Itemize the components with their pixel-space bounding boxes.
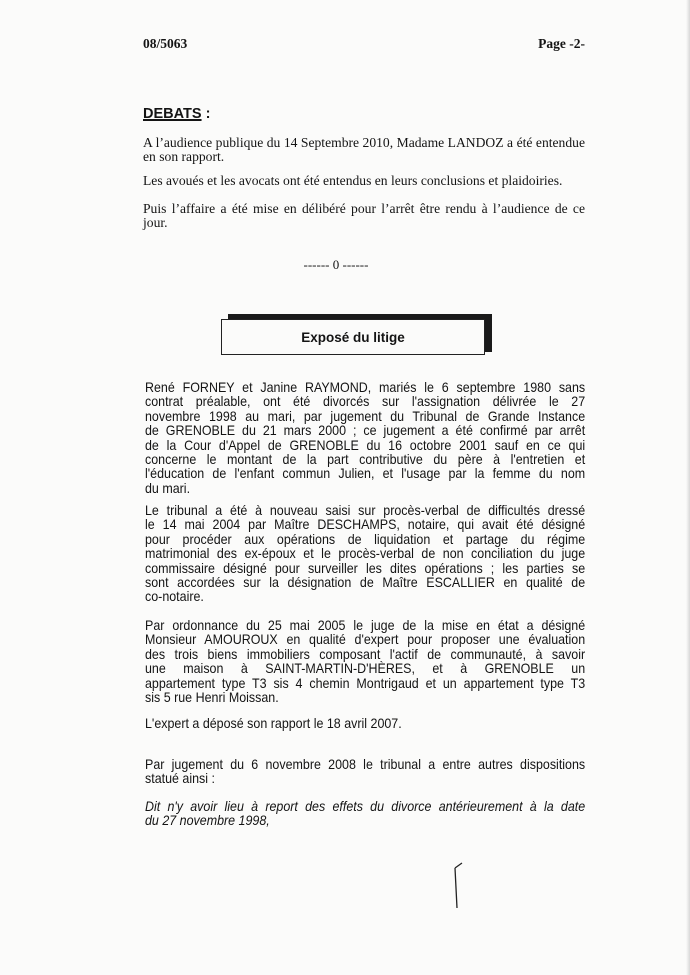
text-line: Par ordonnance du 25 mai 2005 le juge de la mise en état a désigné	[145, 618, 586, 633]
text-line: contrat préalable, ont été divorcés sur l'assignation délivrée le 27	[145, 394, 586, 410]
handwritten-mark	[454, 862, 464, 910]
expose-quote-paragraph	[145, 800, 585, 829]
text-line: statué ainsi :	[145, 771, 215, 787]
text-line: des trois biens immobiliers composant l'actif de communauté, à savoir	[145, 646, 586, 662]
debats-paragraph	[143, 202, 585, 230]
text-line: pour procéder aux opérations de liquidation et partage du régime	[145, 531, 586, 547]
text-line: du 27 novembre 1998,	[145, 813, 270, 829]
text-line: concerne le montant de la part contributive du père à l'entretien et	[145, 452, 586, 468]
text-line: Dit n'y avoir lieu à report des effets du divorce antérieurement à la date	[145, 799, 586, 814]
text-line: de GRENOBLE du 21 mars 2000 ; ce jugement a été confirmé par arrêt	[145, 423, 586, 439]
text-line: Le tribunal a été à nouveau saisi sur procès-verbal de difficultés dressé	[145, 503, 586, 518]
text-line: L'expert a déposé son rapport le 18 avril 2007.	[145, 716, 402, 731]
text-line: jour.	[143, 215, 168, 230]
separator: ------ 0 ------	[303, 257, 369, 272]
expose-paragraph	[145, 619, 585, 705]
debats-heading	[143, 106, 210, 122]
text-line: en son rapport.	[143, 149, 225, 164]
debats-paragraph	[143, 174, 585, 188]
text-line: Monsieur AMOUROUX en qualité d'expert pour proposer une évaluation	[145, 632, 586, 648]
debats-heading-colon: :	[201, 106, 211, 122]
page-number: Page -2-	[538, 36, 585, 51]
case-number: 08/5063	[143, 36, 188, 51]
text-line: de la Cour d'Appel de GRENOBLE du 16 octobre 2001 sauf en ce qui	[145, 437, 586, 453]
text-line: sont accordées sur la désignation de Maître ESCALLIER en qualité de	[145, 575, 586, 591]
text-line: le 14 mai 2004 par Maître DESCHAMPS, notaire, qui avait été désigné	[145, 517, 586, 533]
text-line: sis 5 rue Henri Moissan.	[145, 690, 279, 706]
text-line: l'éducation de l'enfant commun Julien, et l'usage par la femme du nom	[145, 466, 586, 482]
text-line: une maison à SAINT-MARTIN-D'HÈRES, et à GRENOBLE un	[145, 661, 586, 677]
text-line: René FORNEY et Janine RAYMOND, mariés le 6 septembre 1980 sans	[145, 380, 586, 395]
text-line: appartement type T3 sis 4 chemin Montrigaud et un appartement type T3	[145, 675, 586, 691]
expose-paragraph	[145, 381, 585, 496]
expose-paragraph	[145, 758, 585, 787]
section-title: Exposé du litige	[301, 329, 405, 345]
text-line: Par jugement du 6 novembre 2008 le tribunal a entre autres dispositions	[145, 757, 586, 772]
debats-paragraph	[143, 136, 585, 164]
scan-edge-shadow	[686, 0, 690, 975]
text-line: Puis l’affaire a été mise en délibéré pour l’arrêt être rendu à l’audience de ce	[143, 201, 585, 216]
section-title-box	[221, 319, 485, 355]
expose-paragraph	[145, 504, 585, 605]
text-line: du mari.	[145, 480, 191, 496]
expose-paragraph	[145, 717, 585, 731]
text-line: A l’audience publique du 14 Septembre 2010, Madame LANDOZ a été entendue	[143, 135, 585, 150]
text-line: Les avoués et les avocats ont été entendus en leurs conclusions et plaidoiries.	[143, 173, 563, 188]
text-line: novembre 1998 au mari, par jugement du Tribunal de Grande Instance	[145, 408, 586, 424]
text-line: co-notaire.	[145, 589, 204, 605]
text-line: matrimonial des ex-époux et le procès-verbal de non conciliation du juge	[145, 546, 586, 562]
debats-heading-text: DEBATS	[143, 106, 202, 122]
text-line: commissaire désigné pour surveiller les dites opérations ; les parties se	[145, 560, 586, 576]
